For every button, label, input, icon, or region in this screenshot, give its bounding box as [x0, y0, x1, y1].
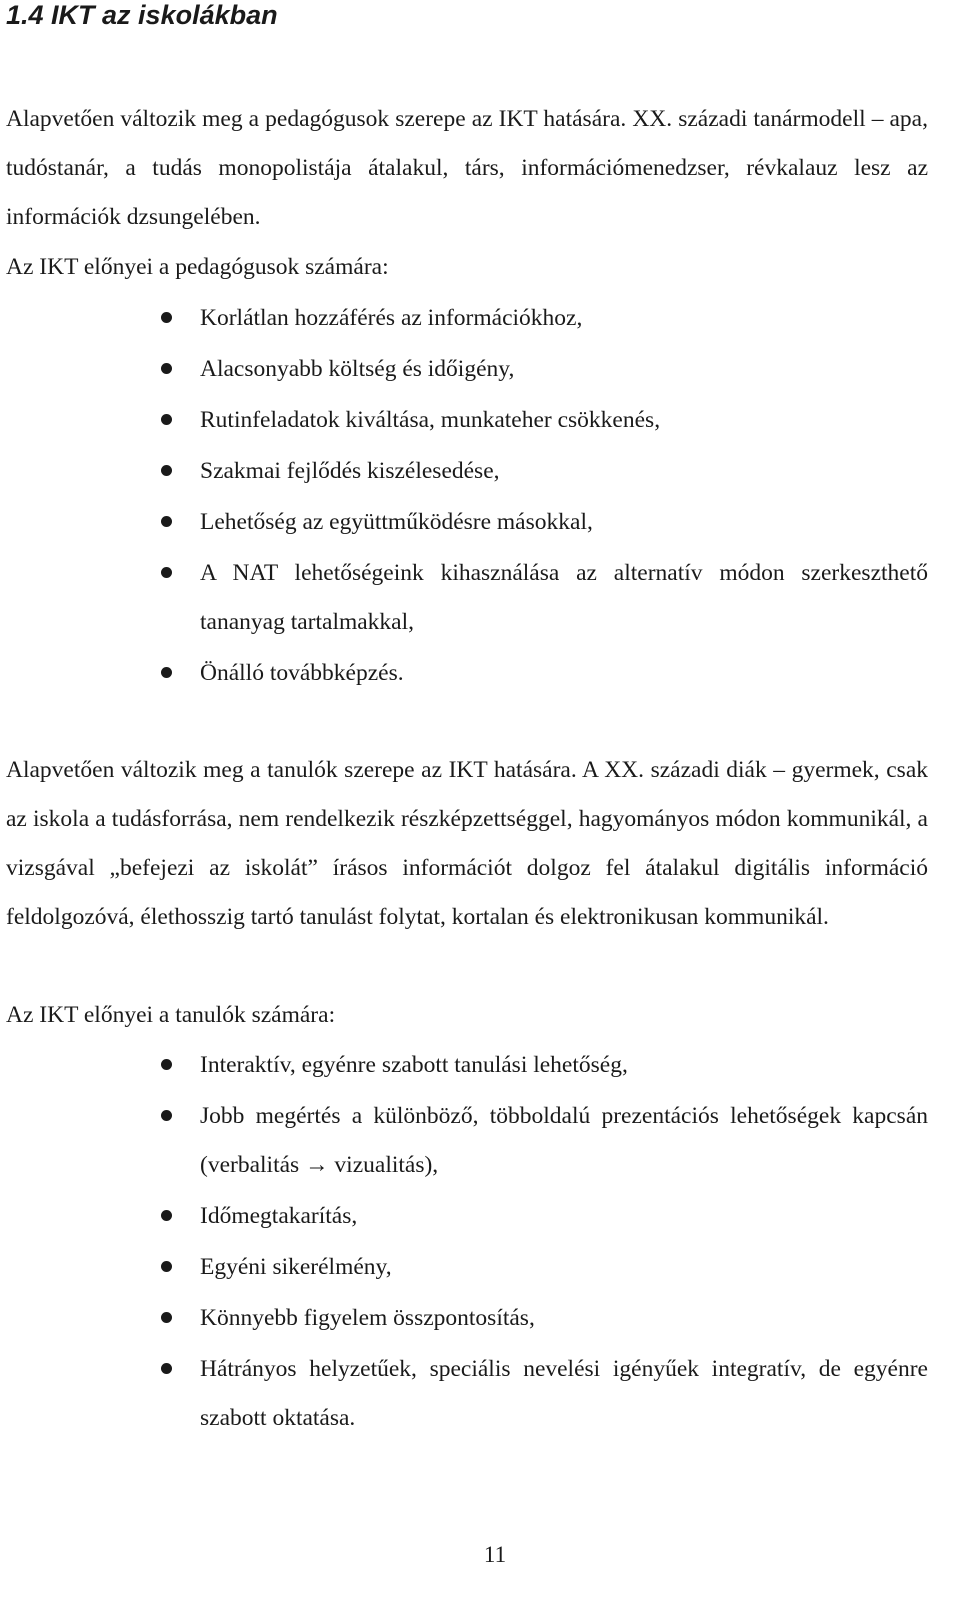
- list-item: Jobb megértés a különböző, többoldalú prezentációs lehetőségek kapcsán (verbalitás → vizualitás),: [6, 1092, 928, 1190]
- list-item: Interaktív, egyénre szabott tanulási lehetőség,: [6, 1041, 928, 1090]
- bullet-icon: [161, 567, 172, 578]
- list-item: Lehetőség az együttműködésre másokkal,: [6, 498, 928, 547]
- bullet-icon: [161, 516, 172, 527]
- list-item: Könnyebb figyelem összpontosítás,: [6, 1294, 928, 1343]
- bullet-icon: [161, 1363, 172, 1374]
- bullet-icon: [161, 1261, 172, 1272]
- students-benefits-intro: Az IKT előnyei a tanulók számára:: [6, 1002, 336, 1028]
- list-item: Korlátlan hozzáférés az információkhoz,: [6, 294, 928, 343]
- bullet-icon: [161, 414, 172, 425]
- bullet-icon: [161, 363, 172, 374]
- bullet-icon: [161, 465, 172, 476]
- bullet-icon: [161, 1312, 172, 1323]
- page-number: 11: [483, 1542, 507, 1567]
- bullet-icon: [161, 1210, 172, 1221]
- bullet-icon: [161, 1110, 172, 1121]
- bullet-icon: [161, 1059, 172, 1070]
- teachers-benefits-intro: Az IKT előnyei a pedagógusok számára:: [6, 254, 389, 280]
- list-item: A NAT lehetőségeink kihasználása az alternatív módon szerkeszthető tananyag tartalmakkal,: [6, 549, 928, 647]
- list-item: Rutinfeladatok kiváltása, munkateher csökkenés,: [6, 396, 928, 445]
- list-item: Alacsonyabb költség és időigény,: [6, 345, 928, 394]
- teachers-benefits-list: [6, 294, 928, 700]
- list-item: Önálló továbbképzés.: [6, 649, 928, 698]
- list-item: Időmegtakarítás,: [6, 1192, 928, 1241]
- list-item: Egyéni sikerélmény,: [6, 1243, 928, 1292]
- bullet-icon: [161, 312, 172, 323]
- teachers-paragraph: Alapvetően változik meg a pedagógusok szerepe az IKT hatására. XX. századi tanármodell – apa, tudóstanár, a tudás monopolistája átalakul, társ, információmenedzser, révkalauz lesz az információk dzsungelében.: [6, 106, 928, 230]
- list-item: Szakmai fejlődés kiszélesedése,: [6, 447, 928, 496]
- students-paragraph: Alapvetően változik meg a tanulók szerepe az IKT hatására. A XX. századi diák – gyermek, csak az iskola a tudásforrása, nem rendelkezik részképzettséggel, hagyományos módon kommunikál, a vizsgával „befejezi az iskolát” írásos információt dolgoz fel átalakul digitális információ feldolgozóvá, élethosszig tartó tanulást folytat, kortalan és elektronikusan kommunikál.: [6, 757, 928, 930]
- list-item: Hátrányos helyzetűek, speciális nevelési igényűek integratív, de egyénre szabott oktatása.: [6, 1345, 928, 1443]
- section-heading: 1.4 IKT az iskolákban: [6, 0, 278, 30]
- bullet-icon: [161, 667, 172, 678]
- students-benefits-list: [6, 1041, 928, 1445]
